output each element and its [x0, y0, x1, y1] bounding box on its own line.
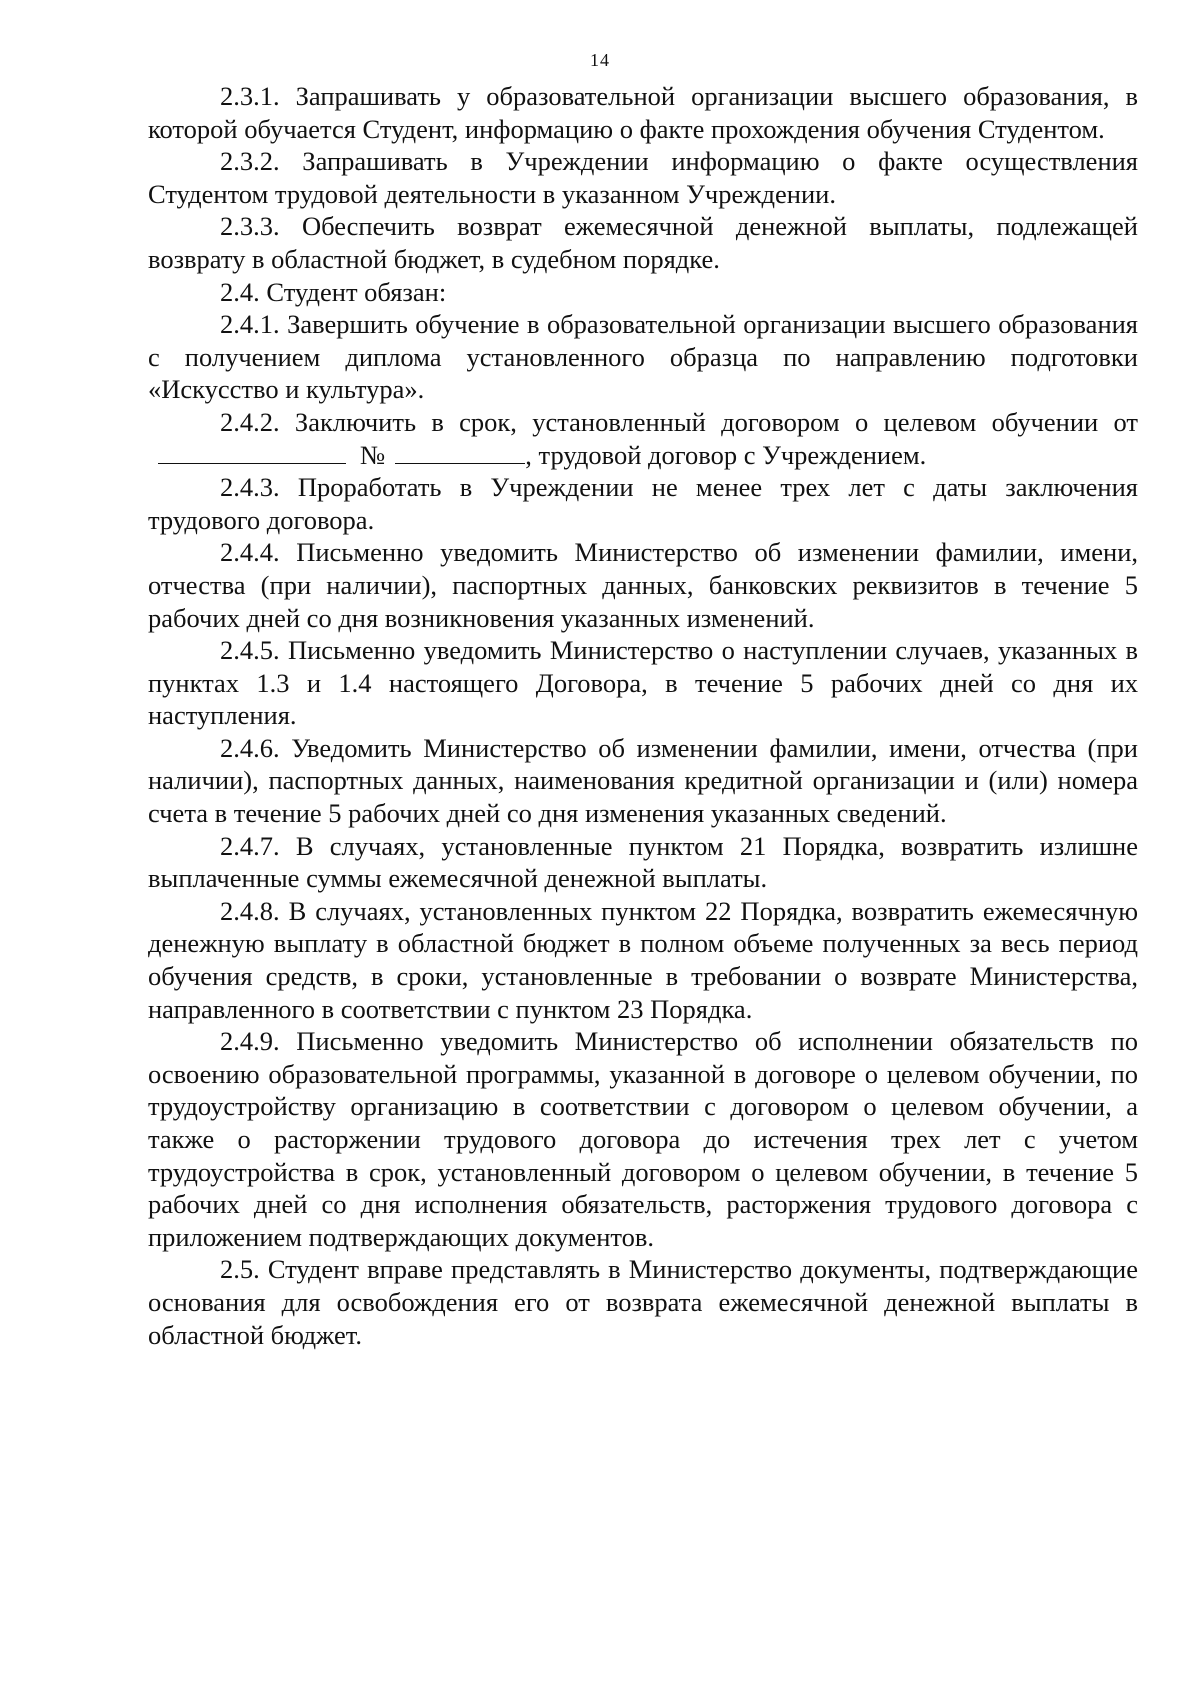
paragraph-2-4-6: 2.4.6. Уведомить Министерство об изменении фамилии, имени, отчества (при наличии), паспортных данных, наименования кредитной организации и (или) номера счета в течение 5 рабочих дней со дня изменения указанных сведений. — [148, 732, 1138, 829]
paragraph-2-4-2-tail: , трудовой договор с Учреждением. — [525, 439, 927, 470]
paragraph-2-4-1: 2.4.1. Завершить обучение в образовательной организации высшего образования с получением диплома установленного образца по направлению подготовки «Искусство и культура». — [148, 309, 1138, 405]
paragraph-2-5: 2.5. Студент вправе представлять в Министерство документы, подтверждающие основания для освобождения его от возврата ежемесячной денежной выплаты в областной бюджет. — [148, 1254, 1138, 1350]
paragraph-2-4-5: 2.4.5. Письменно уведомить Министерство о наступлении случаев, указанных в пунктах 1.3 и 1.4 настоящего Договора, в течение 5 рабочих дней со дня их наступления. — [148, 635, 1138, 731]
paragraph-2-4-8: 2.4.8. В случаях, установленных пунктом 22 Порядка, возвратить ежемесячную денежную выплату в областной бюджет в полном объеме полученных за весь период обучения средств, в сроки, установленные в требовании о возврате Министерства, направленного в соответствии с пунктом 23 Порядка. — [148, 895, 1138, 1024]
date-blank-line — [158, 441, 346, 464]
paragraph-2-3-2: 2.3.2. Запрашивать в Учреждении информацию о факте осуществления Студентом трудовой деятельности в указанном Учреждении. — [148, 146, 1138, 209]
paragraph-2-4-3: 2.4.3. Проработать в Учреждении не менее трех лет с даты заключения трудового договора. — [148, 472, 1138, 535]
paragraph-2-3-1: 2.3.1. Запрашивать у образовательной организации высшего образования, в которой обучается Студент, информацию о факте прохождения обучения Студентом. — [148, 81, 1138, 144]
paragraph-2-3-3: 2.3.3. Обеспечить возврат ежемесячной денежной выплаты, подлежащей возврату в областной бюджет, в судебном порядке. — [148, 211, 1138, 274]
paragraph-2-4-2-text: 2.4.2. Заключить в срок, установленный договором о целевом обучении — [220, 406, 1099, 437]
paragraph-2-4-4: 2.4.4. Письменно уведомить Министерство об изменении фамилии, имени, отчества (при наличии), паспортных данных, банковских реквизитов в течение 5 рабочих дней со дня возникновения указанных изменений. — [148, 537, 1138, 633]
paragraph-2-4: 2.4. Студент обязан: — [220, 276, 447, 307]
paragraph-2-4-2 — [148, 406, 1138, 471]
page-number: 14 — [590, 50, 610, 70]
number-label: № — [360, 439, 386, 470]
number-blank-line — [395, 441, 525, 464]
paragraph-2-4-7: 2.4.7. В случаях, установленные пунктом 21 Порядка, возвратить излишне выплаченные суммы ежемесячной денежной выплаты. — [148, 830, 1138, 894]
paragraph-2-4-9: 2.4.9. Письменно уведомить Министерство об исполнении обязательств по освоению образовательной программы, указанной в договоре о целевом обучении, по трудоустройству организацию в соответствии с договором о целевом обучении, а также о расторжении трудового договора до истечения трех лет с учетом трудоустройства в срок, установленный договором о целевом обучении, в течение 5 рабочих дней со дня исполнения обязательств, расторжения трудового договора с приложением подтверждающих документов. — [148, 1026, 1138, 1252]
from-label: от — [1113, 406, 1139, 437]
document-body — [148, 80, 1138, 1351]
